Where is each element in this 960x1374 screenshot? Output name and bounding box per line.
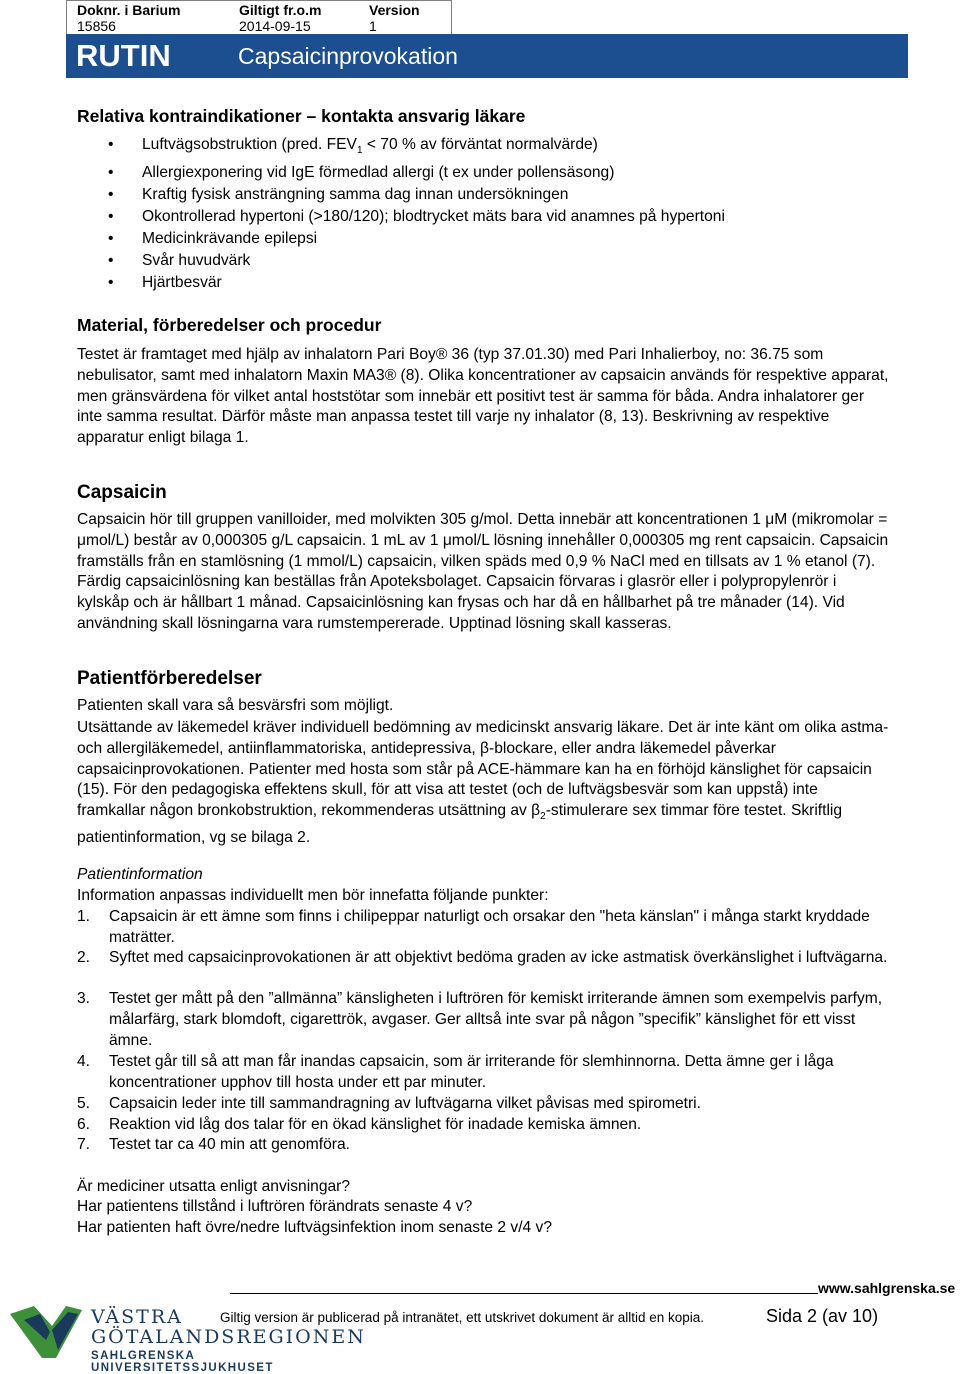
footer-url: www.sahlgrenska.se bbox=[818, 1280, 956, 1296]
patient-info-intro: Information anpassas individuellt men bör innefatta följande punkter: bbox=[77, 887, 549, 904]
list-item: • Allergiexponering vid IgE förmedlad allergi (t ex under pollensäsong) bbox=[77, 162, 725, 184]
valid-from-value: 2014-09-15 bbox=[239, 18, 311, 34]
footer-divider bbox=[230, 1293, 818, 1294]
version-value: 1 bbox=[369, 18, 377, 34]
vgr-logo bbox=[6, 1300, 366, 1374]
version-label: Version bbox=[369, 2, 420, 18]
contraindications-list bbox=[77, 134, 725, 294]
docnr-label: Doknr. i Barium bbox=[77, 2, 181, 18]
docnr-value: 15856 bbox=[77, 18, 116, 34]
patient-prep-line1: Patienten skall vara så besvärsfri som möjligt. bbox=[77, 697, 394, 714]
document-header bbox=[66, 0, 908, 78]
list-item: 7. Testet tar ca 40 min att genomföra. bbox=[77, 1136, 350, 1153]
valid-from-label: Giltigt fr.o.m bbox=[239, 2, 322, 18]
patient-info-heading: Patientinformation bbox=[77, 866, 203, 883]
valid-from-cell bbox=[239, 2, 321, 34]
vgr-emblem-icon bbox=[6, 1300, 86, 1368]
document-title: Capsaicinprovokation bbox=[238, 43, 458, 69]
logo-text-line3: SAHLGRENSKA UNIVERSITETSSJUKHUSET bbox=[91, 1350, 274, 1374]
list-item: • Svår huvudvärk bbox=[77, 250, 725, 272]
list-item: 3. Testet ger mått på den ”allmänna” känsligheten i luftrören för kemiskt irriterande ämnen som exempelvis parfym, målarfärg, stark blomdoft, cigarettrök, avgaser. Ger alltså inte svar på någon ”specifik” känslighet för ett visst ämne. bbox=[77, 990, 883, 1049]
title-bar bbox=[66, 34, 908, 78]
page-number: Sida 2 (av 10) bbox=[766, 1306, 879, 1326]
contraindications-heading: Relativa kontraindikationer – kontakta ansvarig läkare bbox=[77, 106, 526, 126]
list-item: • Luftvägsobstruktion (pred. $FEV_1 < 70$ % av förväntat normalvärde) bbox=[77, 134, 725, 162]
material-heading: Material, förberedelser och procedur bbox=[77, 315, 382, 335]
list-item: 5. Capsaicin leder inte till sammandragning av luftvägarna vilket påvisas med spirometri. bbox=[77, 1095, 701, 1112]
list-item: • Kraftig fysisk ansträngning samma dag innan undersökningen bbox=[77, 184, 725, 206]
question-item: Har patientens tillstånd i luftrören förändrats senaste 4 v? bbox=[77, 1198, 473, 1215]
document-meta bbox=[66, 0, 452, 34]
capsaicin-heading: Capsaicin bbox=[77, 482, 167, 503]
docnr-cell bbox=[77, 2, 180, 34]
list-item: 2. Syftet med capsaicinprovokationen är att objektivt bedöma graden av icke astmatisk överkänslighet i luftvägarna. bbox=[77, 949, 888, 966]
document-type: RUTIN bbox=[76, 38, 171, 73]
list-item: 1. Capsaicin är ett ämne som finns i chilipeppar naturligt och orsakar den "heta känslan" i många starkt kryddade maträtter. bbox=[77, 908, 870, 946]
list-item: 6. Reaktion vid låg dos talar för en ökad känslighet för inadade kemiska ämnen. bbox=[77, 1116, 642, 1133]
list-item: • Okontrollerad hypertoni (>180/120); blodtrycket mäts bara vid anamnes på hypertoni bbox=[77, 206, 725, 228]
material-text: Testet är framtaget med hjälp av inhalatorn Pari Boy® 36 (typ 37.01.30) med Pari Inhalierboy, no: 36.75 som nebulisator, samt med inhalatorn Maxin MA3® (8). Olika koncentrationer av capsaicin används för respektive apparat, men gränsvärdena för vilket antal hoststötar som innebär ett positivt test är samma för båda. Andra inhalatorer ger inte samma resultat. Därför måste man anpassa testet till varje ny inhalator (8, 13). Beskrivning av respektive apparatur enligt bilaga 1. bbox=[77, 346, 889, 447]
list-item: • Medicinkrävande epilepsi bbox=[77, 228, 725, 250]
footer-note: Giltig version är publicerad på intranätet, ett utskrivet dokument är alltid en kopia. bbox=[220, 1310, 705, 1325]
patient-prep-text: Utsättande av läkemedel kräver individuell bedömning av medicinskt ansvarig läkare. Det är inte känt om olika astma- och allergiläkemedel, antiinflammatoriska, antidepressiva, β-blockare, eller andra läkemedel påverkar capsaicinprovokationen. Patienter med hosta som står på ACE-hämmare kan ha en förhöjd känslighet för capsaicin (15). För den pedagogiska effektens skull, för att visa att testet (och de luftvägsbesvär som kan uppstå) inte framkallar någon bronkobstruktion, rekommenderas utsättning av $\beta_2$-stimulerare sex timmar före testet. Skriftlig patientinformation, vg se bilaga 2. bbox=[77, 719, 889, 847]
capsaicin-text: Capsaicin hör till gruppen vanilloider, med molvikten 305 g/mol. Detta innebär att koncentrationen 1 μM (mikromolar = μmol/L) består av 0,000305 g/L capsaicin. 1 mL av 1 μmol/L lösning innehåller 0,000305 mg rent capsaicin. Capsaicin framställs från en stamlösning (1 mmol/L) capsaicin, vilken späds med 0,9 % NaCl med en tillsats av 1 % etanol (7). Färdig capsaicinlösning kan beställas från Apoteksbolaget. Capsaicin förvaras i glasrör eller i polypropylenrör i kylskåp och är hållbart 1 månad. Capsaicinlösning kan frysas och har då en hållbarhet på tre månader (14). Vid användning skall lösningarna vara rumstempererade. Upptinad lösning skall kasseras. bbox=[77, 511, 889, 632]
question-item: Är mediciner utsatta enligt anvisningar? bbox=[77, 1178, 351, 1195]
version-cell bbox=[369, 2, 420, 34]
logo-text-line1: VÄSTRA bbox=[91, 1306, 183, 1328]
list-item: 4. Testet går till så att man får inandas capsaicin, som är irriterande för slemhinnorna. Detta ämne ger i låga koncentrationer upphov till hosta under ett par minuter. bbox=[77, 1053, 834, 1091]
patient-prep-heading: Patientförberedelser bbox=[77, 668, 262, 689]
list-item: • Hjärtbesvär bbox=[77, 272, 725, 294]
question-item: Har patienten haft övre/nedre luftvägsinfektion inom senaste 2 v/4 v? bbox=[77, 1219, 553, 1236]
logo-text-line2: GÖTALANDSREGIONEN bbox=[91, 1326, 366, 1348]
